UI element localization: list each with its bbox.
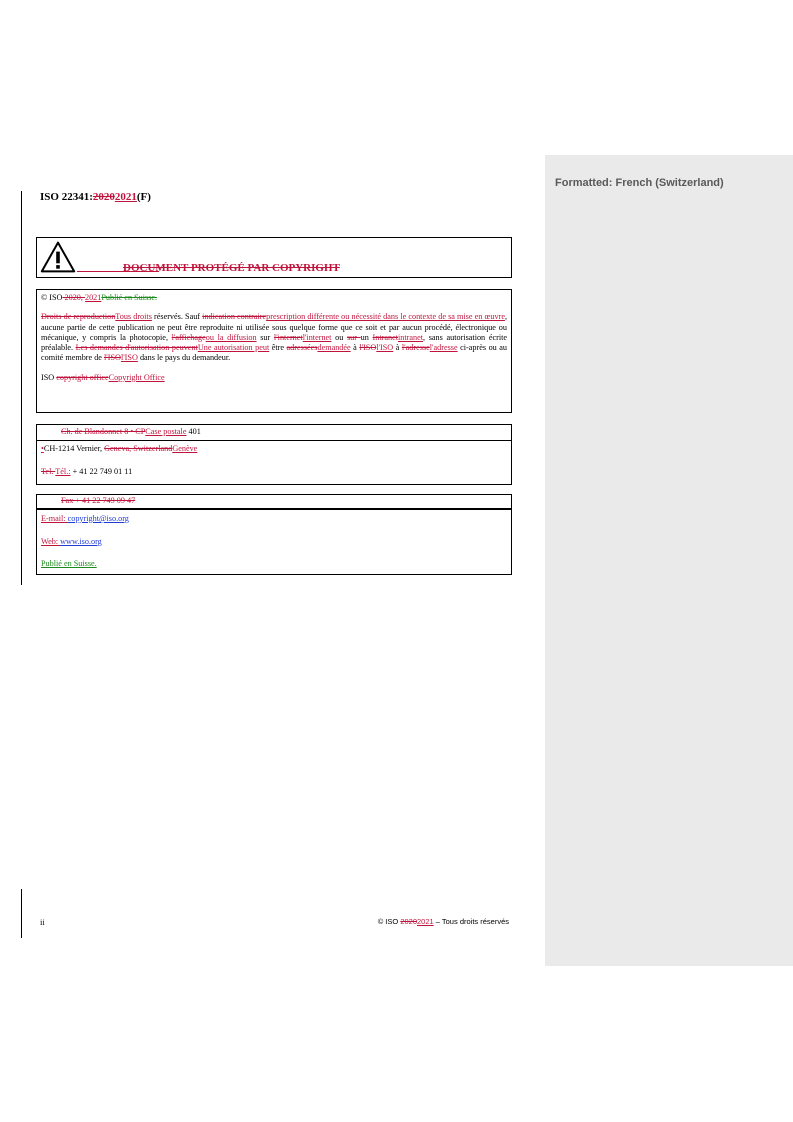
change-bar — [21, 889, 22, 938]
address-phone: Tel. Tél.: + 41 22 749 01 11 — [41, 467, 133, 476]
copyright-line: © ISO 2020, 2021Publié en Suisse. — [41, 293, 158, 302]
address-box — [36, 424, 512, 485]
email-line: E-mail: copyright@iso.org — [41, 514, 129, 523]
copyright-notice-box — [36, 289, 512, 413]
copyright-office-line: ISO copyright officeCopyright Office — [41, 372, 165, 382]
fax-line: Fax + 41 22 749 09 47 — [61, 496, 136, 505]
warning-title: DOCUMENT PROTÉGÉ PAR COPYRIGHT — [123, 262, 340, 274]
address-street: Ch. de Blandonnet 8 • CPCase postale 401 — [61, 427, 201, 436]
footer-copyright: © ISO 20202021 – Tous droits réservés — [377, 917, 509, 926]
warning-triangle-icon — [40, 240, 76, 274]
web-link[interactable]: www.iso.org — [60, 537, 102, 546]
change-bar — [21, 191, 22, 585]
comments-pane — [545, 155, 793, 966]
published-line: Publié en Suisse. — [41, 559, 97, 568]
address-divider — [37, 440, 511, 441]
page-number: ii — [40, 917, 45, 927]
rights-paragraph: Droits de reproductionTous droits réservés. Sauf indication contraireprescription différente ou nécessité dans le contexte de sa mise en œuvre, aucune partie de cette publication ne peut être reproduite ni utilisée sous quelque forme que ce soit et par aucun procédé, électronique ou mécanique, y compris la photocopie, l'affichageou la diffusion sur l'internetl'internet ou sur un Intranetintranet, sans autorisation écrite préalable. Les demandes d'autorisation peuventUne autorisation peut être adresséesdemandée à l'ISOl'ISO à l'adressel'adresse ci-après ou au comité membre de l'ISOl'ISO dans le pays du demandeur. — [41, 312, 507, 363]
copyright-warning-box — [36, 237, 512, 278]
contact-box — [36, 494, 512, 575]
address-city: •CH-1214 Vernier, Geneva, SwitzerlandGenève — [41, 444, 198, 453]
contact-divider — [37, 508, 511, 510]
document-identifier: ISO 22341:20202021(F) — [40, 191, 151, 203]
comment-formatted-note: Formatted: French (Switzerland) — [555, 177, 724, 189]
web-line: Web: www.iso.org — [41, 537, 102, 546]
email-link[interactable]: copyright@iso.org — [67, 514, 129, 523]
